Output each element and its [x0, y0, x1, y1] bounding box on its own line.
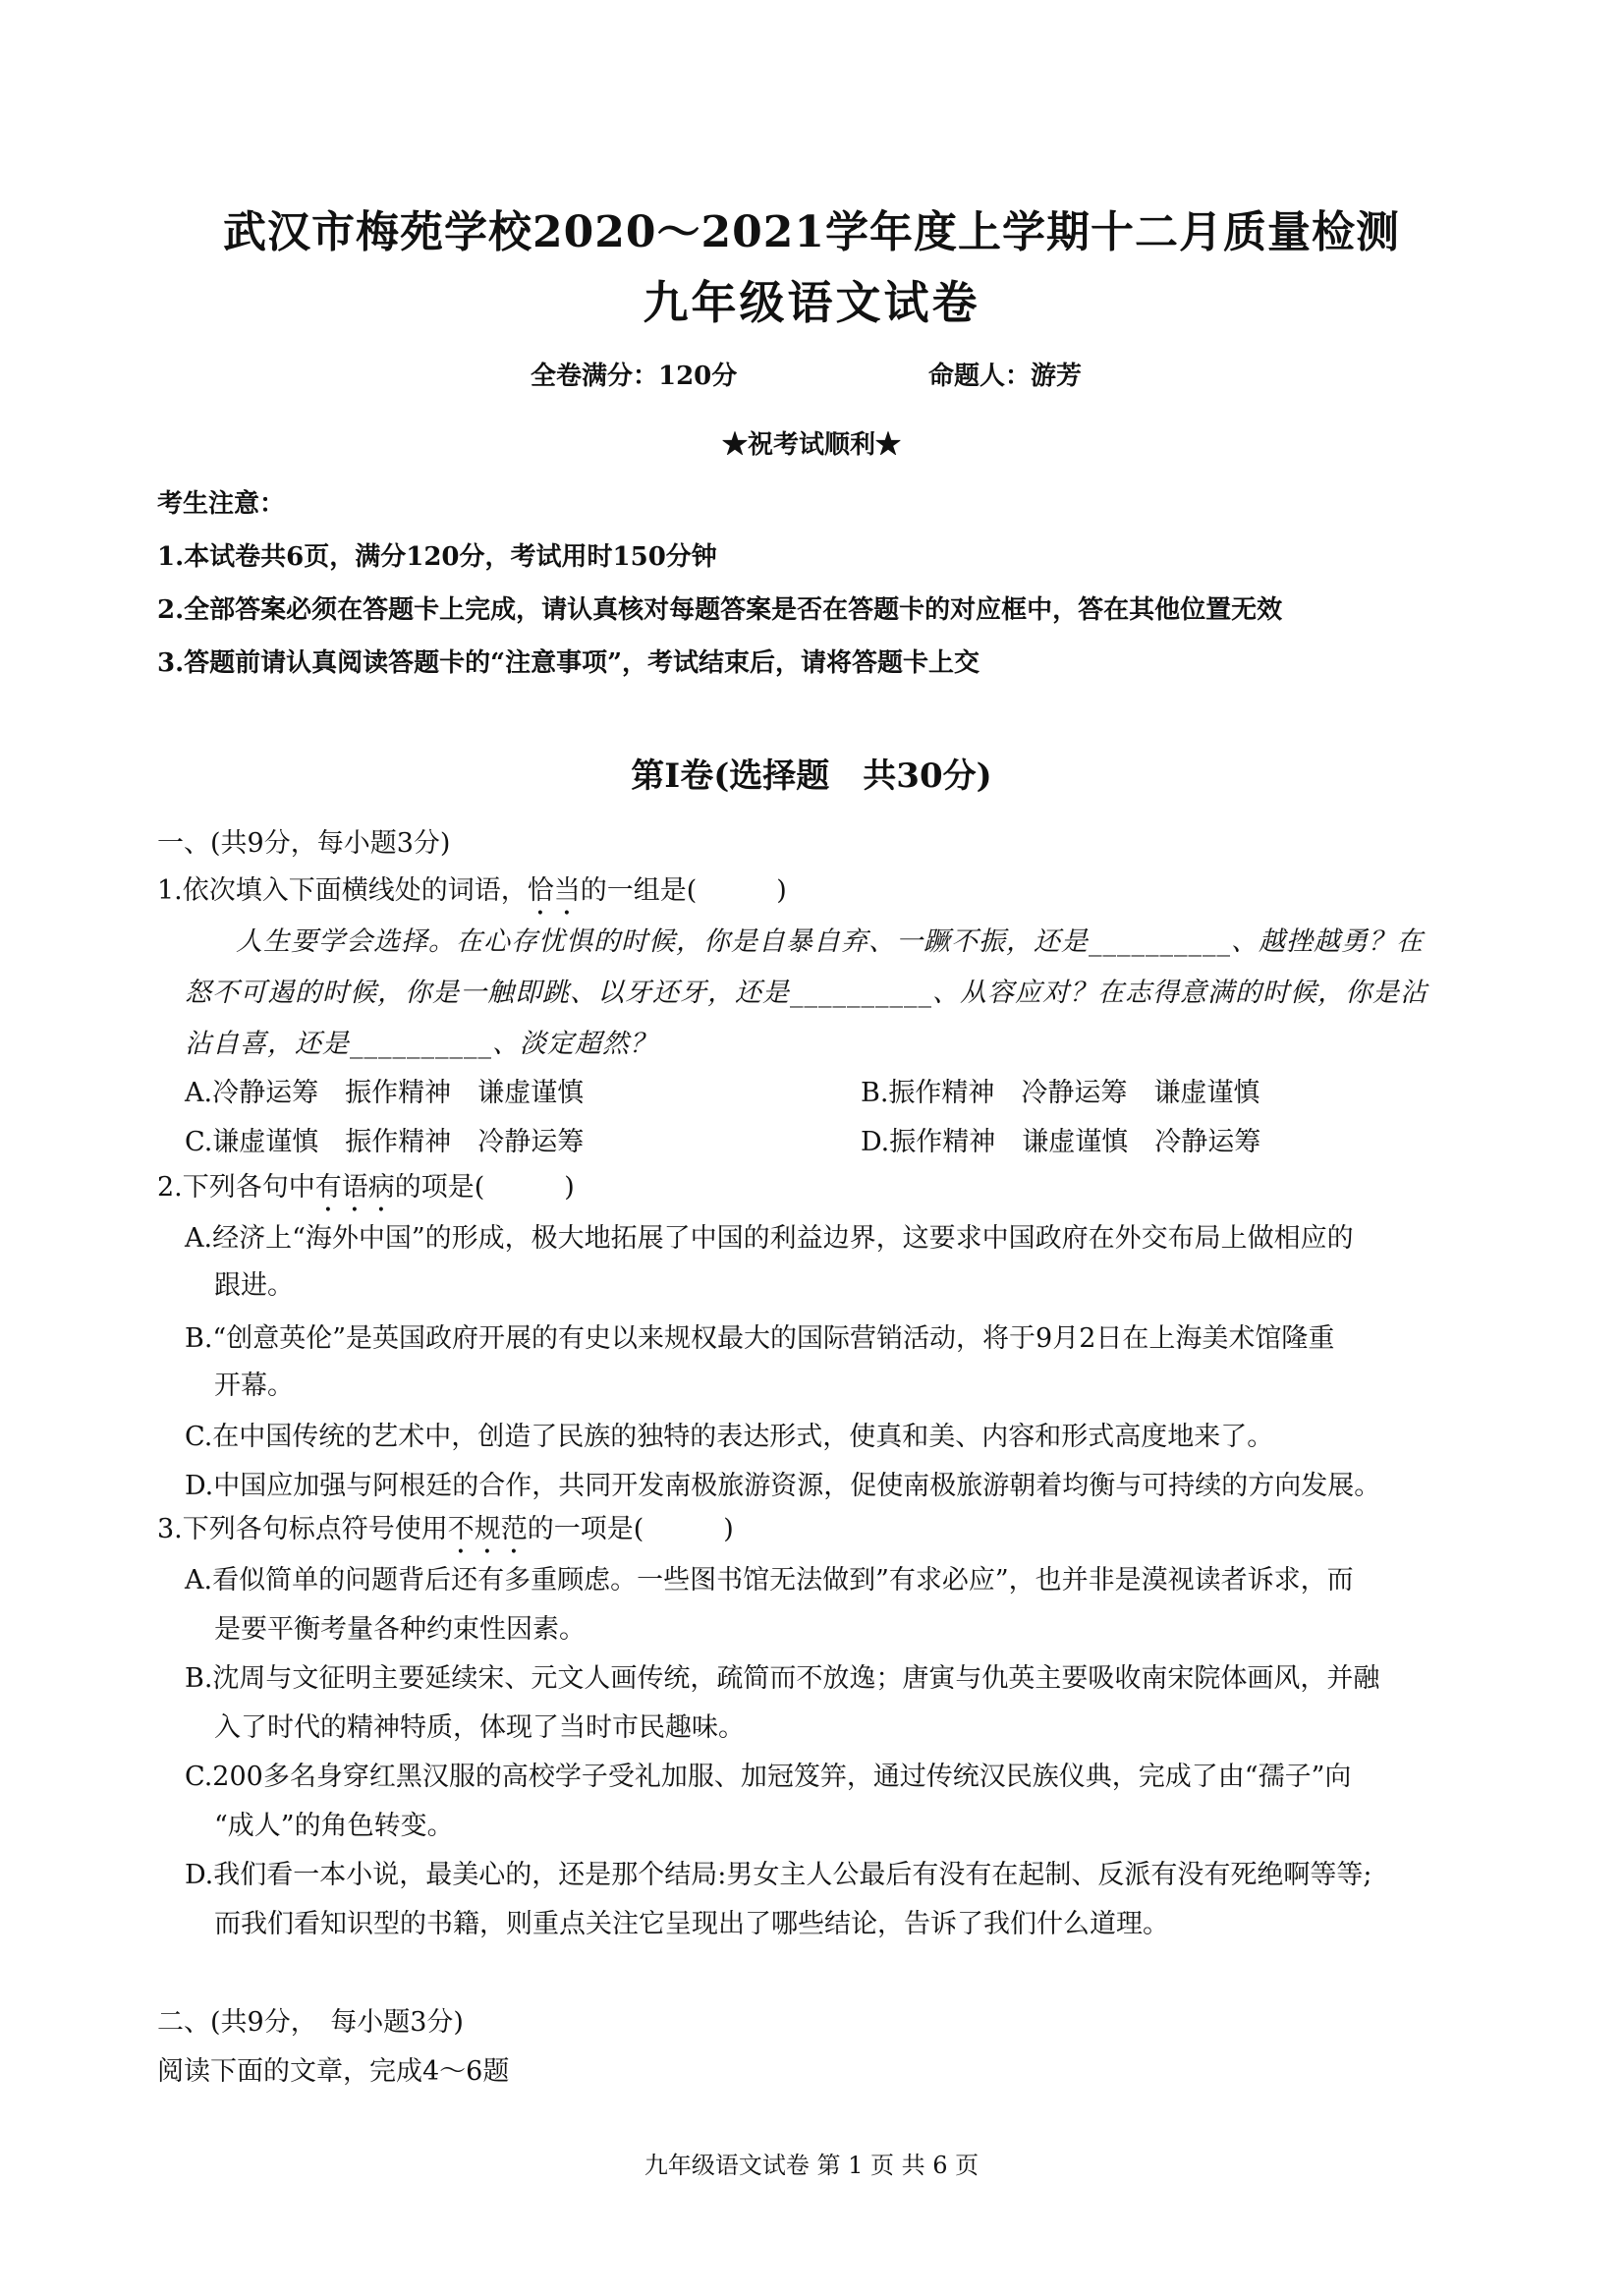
option-c: C.200多名身穿红黑汉服的高校学子受礼加服、加冠笈笄，通过传统汉民族仪典，完成了由“孺子”向 — [185, 1762, 1352, 1792]
option-d: D.中国应加强与阿根廷的合作，共同开发南极旅游资源，促使南极旅游朝着均衡与可持续的方向发展。 — [185, 1471, 1381, 1501]
question-1-stem — [157, 868, 787, 922]
notice-item: 3.答题前请认真阅读答题卡的“注意事项”，考试结束后，请将答题卡上交 — [157, 648, 980, 678]
passage-line: 怒不可遏的时候，你是一触即跳、以牙还牙，还是__________、从容应对？在志得意满的时候，你是沾 — [185, 978, 1427, 1008]
option-a: A.经济上“海外中国”的形成，极大地拓展了中国的利益边界，这要求中国政府在外交布局上做相应的 — [185, 1223, 1354, 1254]
question-2-stem — [157, 1165, 575, 1218]
option-b: B.沈周与文征明主要延续宋、元文人画传统，疏简而不放逸；唐寅与仇英主要吸收南宋院体画风，并融 — [185, 1663, 1380, 1694]
emphasized-text: 有语病 — [314, 1172, 395, 1203]
full-score: 全卷满分：120分 — [531, 362, 738, 391]
exam-title-line1: 武汉市梅苑学校2020～2021学年度上学期十二月质量检测 — [223, 207, 1400, 257]
notice-item: 2.全部答案必须在答题卡上完成，请认真核对每题答案是否在答题卡的对应框中，答在其他位置无效 — [157, 595, 1283, 625]
part2-heading: 二、(共9分， 每小题3分) — [157, 2007, 464, 2038]
part1-heading: 一、(共9分，每小题3分) — [157, 828, 451, 859]
part2-instruction: 阅读下面的文章，完成4～6题 — [157, 2056, 510, 2087]
section-title: 第Ⅰ卷(选择题 共30分) — [631, 756, 992, 796]
emphasized-text: 恰当 — [527, 875, 581, 906]
option-a: A.看似简单的问题背后还有多重顾虑。一些图书馆无法做到”有求必应”，也并非是漠视读者诉求，而 — [185, 1565, 1354, 1596]
option-a: A.冷静运筹 振作精神 谦虚谨慎 — [185, 1078, 585, 1108]
emphasized-text: 不规范 — [447, 1514, 528, 1544]
stem-text: 的一项是( ) — [527, 1514, 734, 1544]
good-luck-banner: ★祝考试顺利★ — [721, 430, 901, 460]
stem-text: 3.下列各句标点符号使用 — [157, 1514, 448, 1544]
option-b-cont: 入了时代的精神特质，体现了当时市民趣味。 — [214, 1712, 745, 1743]
notice-heading: 考生注意： — [157, 489, 286, 519]
notice-item: 1.本试卷共6页，满分120分，考试用时150分钟 — [157, 542, 717, 572]
passage-line: 沾自喜，还是__________、淡定超然？ — [185, 1029, 657, 1059]
option-c: C.谦虚谨慎 振作精神 冷静运筹 — [185, 1127, 585, 1157]
exam-title-line2: 九年级语文试卷 — [643, 276, 980, 329]
option-d-cont: 而我们看知识型的书籍，则重点关注它呈现出了哪些结论，告诉了我们什么道理。 — [214, 1909, 1169, 1939]
option-d: D.振作精神 谦虚谨慎 冷静运筹 — [861, 1127, 1261, 1157]
option-c: C.在中国传统的艺术中，创造了民族的独特的表达形式，使真和美、内容和形式高度地来了。 — [185, 1422, 1274, 1452]
stem-text: 的一组是( ) — [580, 875, 787, 906]
option-b: B.振作精神 冷静运筹 谦虚谨慎 — [861, 1078, 1260, 1108]
question-3-stem — [157, 1507, 734, 1560]
stem-text: 1.依次填入下面横线处的词语， — [157, 875, 528, 906]
option-b-cont: 开幕。 — [214, 1371, 294, 1401]
option-c-cont: “成人”的角色转变。 — [214, 1811, 454, 1841]
option-a-cont: 是要平衡考量各种约束性因素。 — [214, 1614, 586, 1645]
page-footer: 九年级语文试卷 第 1 页 共 6 页 — [644, 2152, 979, 2179]
passage-line: 人生要学会选择。在心存忧惧的时候，你是自暴自弃、一蹶不振，还是__________、越挫越勇？在 — [236, 926, 1424, 957]
option-d: D.我们看一本小说，最美心的，还是那个结局:男女主人公最后有没有在起制、反派有没有死绝啊等等; — [185, 1860, 1372, 1890]
option-a-cont: 跟进。 — [214, 1270, 294, 1301]
stem-text: 的项是( ) — [394, 1172, 575, 1203]
stem-text: 2.下列各句中 — [157, 1172, 315, 1203]
option-b: B.“创意英伦”是英国政府开展的有史以来规权最大的国际营销活动，将于9月2日在上海美术馆隆重 — [185, 1323, 1335, 1354]
author: 命题人：游芳 — [928, 362, 1083, 391]
